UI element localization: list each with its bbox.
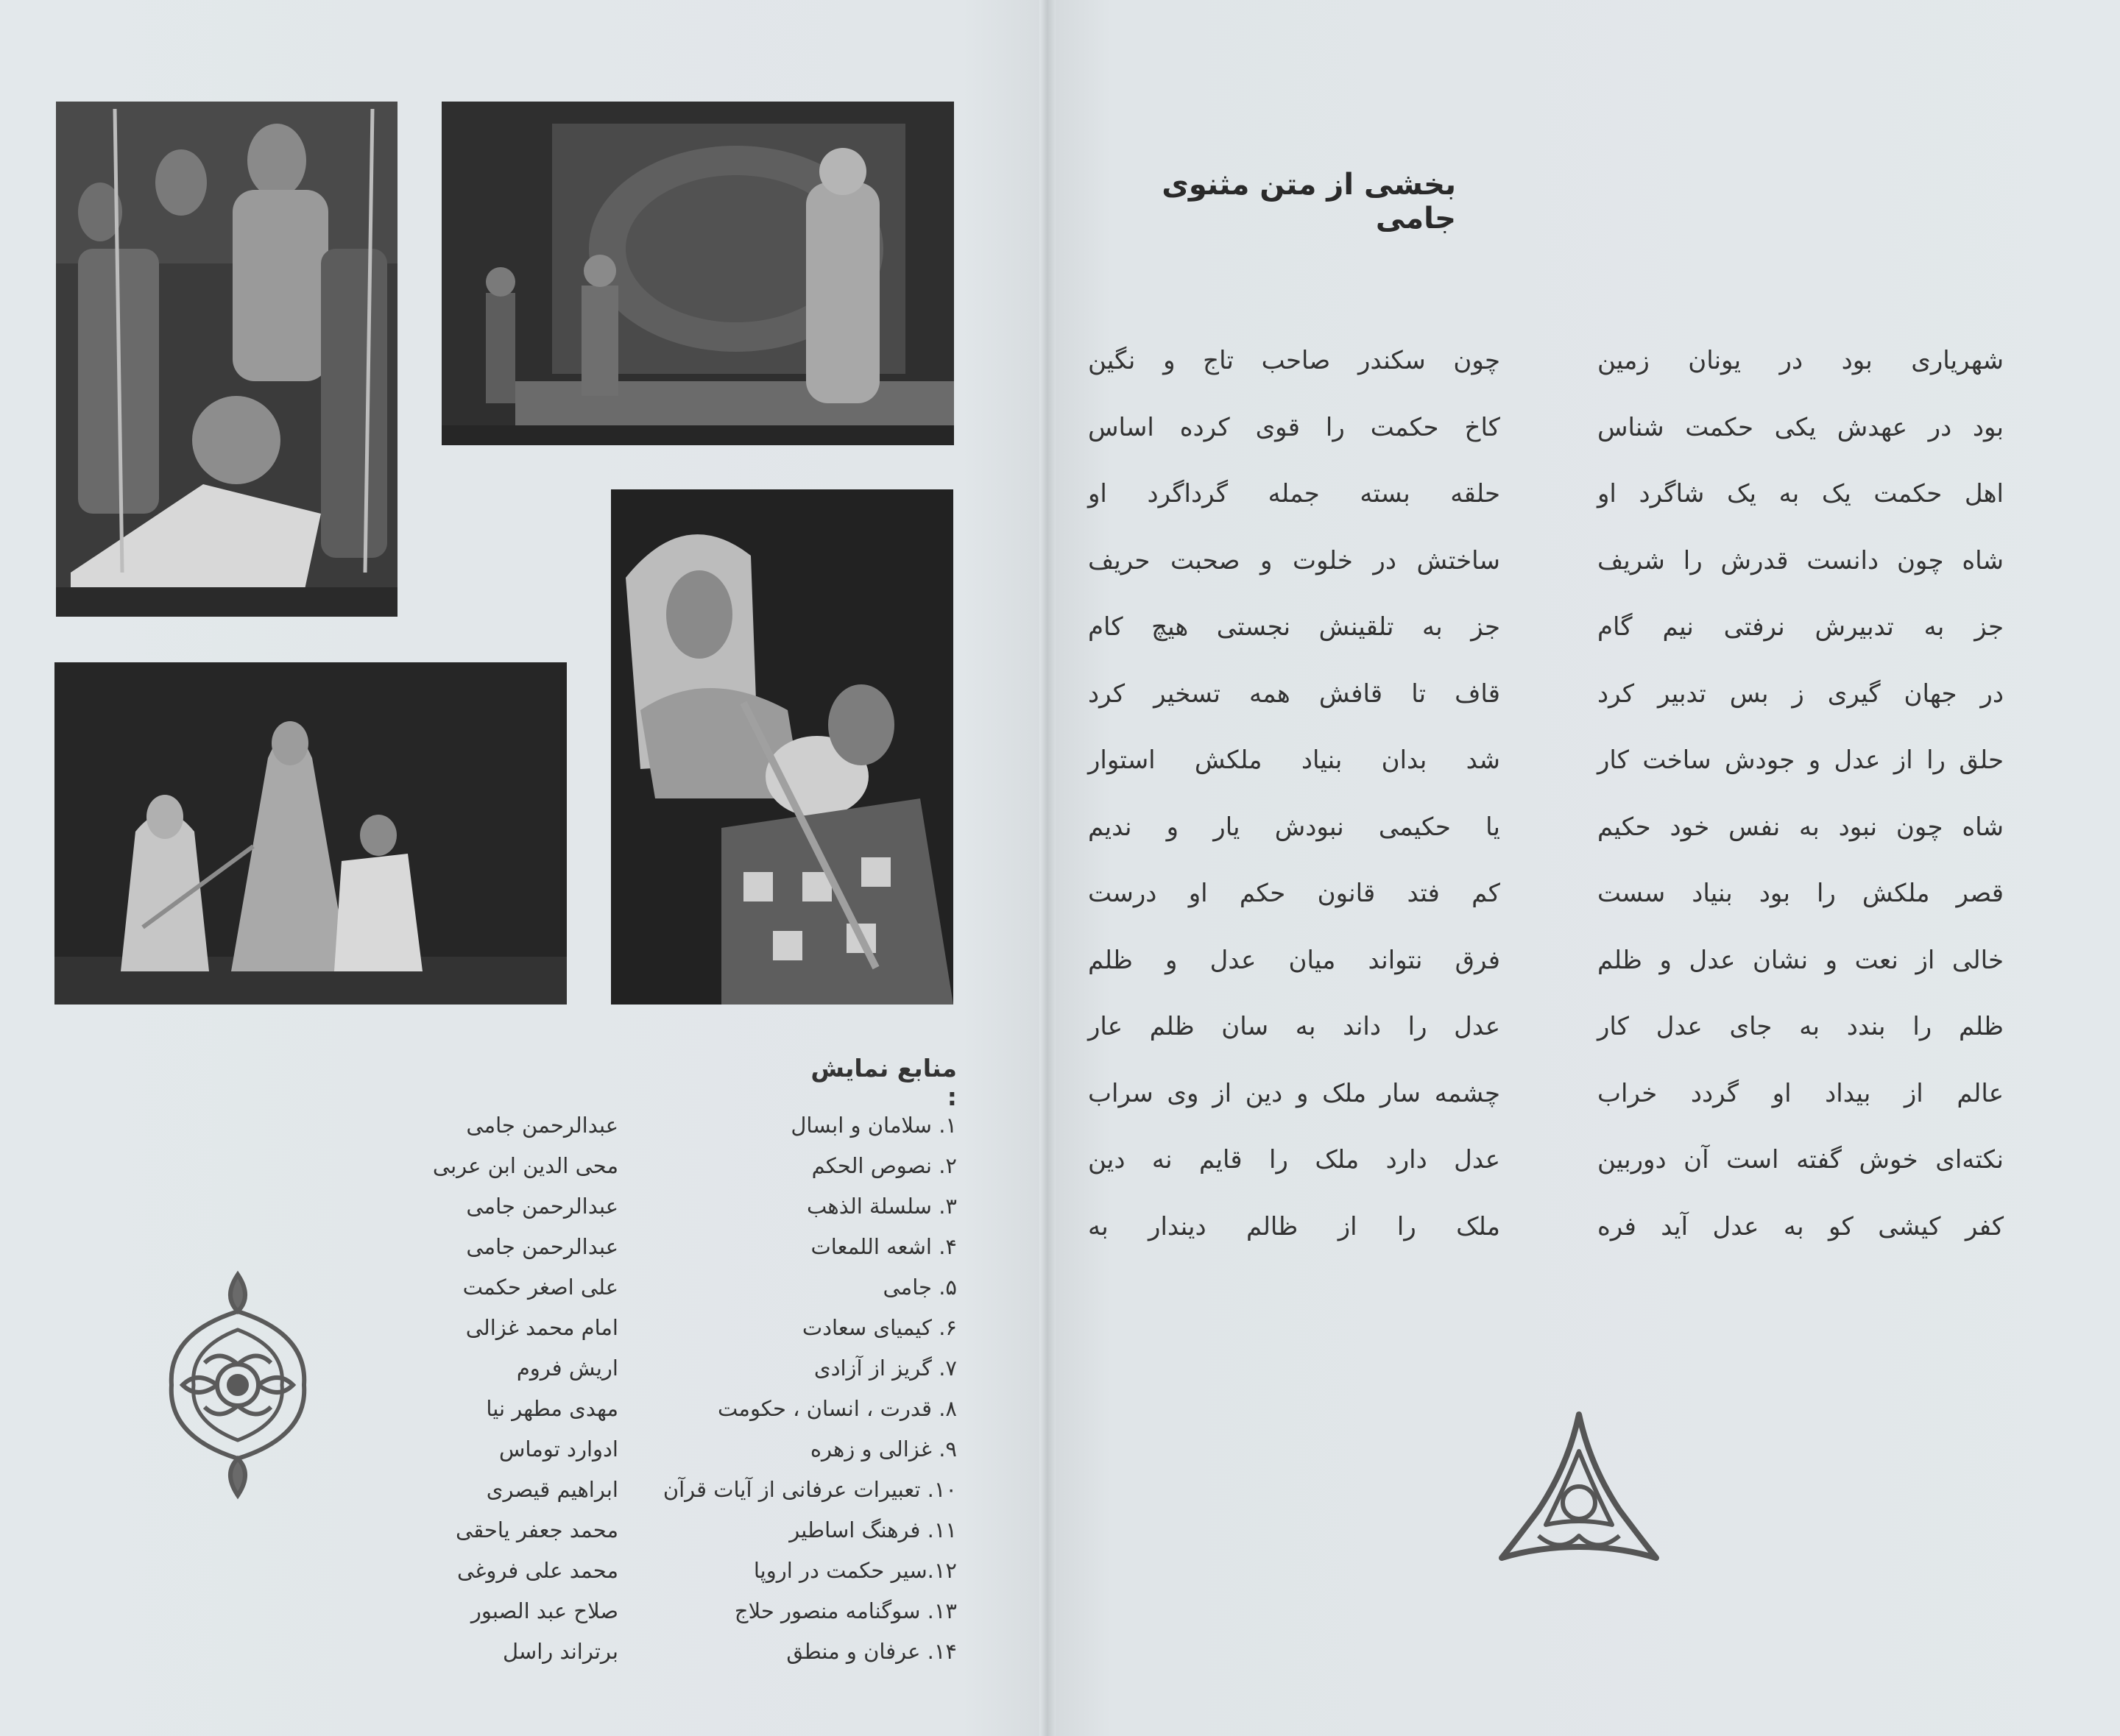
source-author: امام محمد غزالی [465, 1315, 618, 1340]
verse-second: کم فتد قانون حکم او درست [1088, 879, 1500, 908]
source-title: ۲. نصوص الحکم [811, 1153, 957, 1178]
source-author: محی الدین ابن عربی [432, 1153, 618, 1178]
verse-first: شهریاری بود در یونان زمین [1597, 346, 2004, 375]
stage-photo-set [442, 102, 954, 445]
stage-photo-closeup [611, 489, 953, 1005]
verse-second: حلقه بسته جمله گرداگرد او [1088, 479, 1500, 509]
source-title: ۵. جامی [883, 1275, 957, 1300]
sources-title: منابع نمایش : [810, 1054, 957, 1111]
verse-first: شاه چون نبود به نفس خود حکیم [1597, 812, 2004, 842]
authors-list [398, 1105, 618, 1672]
source-title: ۱۳. سوگنامه منصور حلاج [734, 1598, 957, 1623]
stage-photo-three [54, 662, 567, 1005]
source-title: ۹. غزالی و زهره [810, 1436, 957, 1462]
verse-first: حلق را از عدل و جودش ساخت کار [1597, 745, 2004, 775]
stage-photo-crowd [56, 102, 398, 617]
source-author: ادوارد توماس [499, 1436, 618, 1462]
source-title: ۴. اشعه اللمعات [810, 1234, 957, 1259]
sources-list [589, 1105, 957, 1672]
source-author: مهدی مطهر نیا [486, 1396, 618, 1421]
poem-first-hemistichs [1597, 335, 2004, 1267]
source-title: ۷. گریز از آزادی [813, 1356, 957, 1381]
verse-second: جز به تلقینش نجستی هیچ کام [1088, 612, 1500, 642]
verse-second: فرق نتواند میان عدل و ظلم [1088, 945, 1500, 975]
poem-title: بخشی از متن مثنوی جامی [1162, 168, 1456, 235]
verse-first: ظلم را بندد به جای عدل کار [1597, 1012, 2004, 1041]
verse-second: عدل را داند به سان ظلم عار [1088, 1012, 1500, 1041]
source-author: محمد جعفر یاحقی [456, 1517, 618, 1542]
source-author: ابراهیم قیصری [486, 1477, 618, 1502]
source-title: ۳. سلسلة الذهب [806, 1194, 957, 1219]
verse-second: کاخ حکمت را قوی کرده اساس [1088, 412, 1500, 442]
source-title: ۸. قدرت ، انسان ، حکومت [717, 1396, 957, 1421]
source-author: اریش فروم [516, 1356, 618, 1381]
verse-first: نکته‌ای خوش گفته است آن دوربین [1597, 1145, 2004, 1175]
verse-second: شد بدان بنیاد ملکش استوار [1088, 745, 1500, 775]
verse-first: خالی از نعت و نشان عدل و ظلم [1597, 945, 2004, 975]
book-spine [1039, 0, 1056, 1736]
source-author: محمد علی فروغی [457, 1558, 618, 1583]
source-title: ۱۴. عرفان و منطق [786, 1639, 957, 1664]
source-author: علی اصغر حکمت [462, 1275, 618, 1300]
source-author: برتراند راسل [502, 1639, 618, 1664]
source-title: ۱۲.سیر حکمت در اروپا [753, 1558, 957, 1583]
verse-second: ساختش در خلوت و صحبت حریف [1088, 545, 1500, 575]
source-author: عبدالرحمن جامی [466, 1194, 618, 1219]
source-title: ۶. کیمیای سعادت [802, 1315, 957, 1340]
source-title: ۱۱. فرهنگ اساطیر [789, 1517, 957, 1542]
verse-first: کفر کیشی کو به عدل آید فره [1597, 1211, 2004, 1241]
verse-first: قصر ملکش را بود بنیاد سست [1597, 879, 2004, 908]
knot-ornament-icon [1494, 1407, 1664, 1569]
source-title: ۱۰. تعبیرات عرفانی از آیات قرآن [662, 1477, 957, 1502]
verse-first: جز به تدبیرش نرفتی نیم گام [1597, 612, 2004, 642]
verse-first: بود در عهدش یکی حکمت شناس [1597, 412, 2004, 442]
verse-first: در جهان گیری ز بس تدبیر کرد [1597, 679, 2004, 709]
verse-second: چشمه سار ملک و دین از وی سراب [1088, 1078, 1500, 1108]
verse-second: چون سکندر صاحب تاج و نگین [1088, 346, 1500, 375]
source-title: ۱. سلامان و ابسال [791, 1113, 957, 1138]
verse-first: شاه چون دانست قدرش را شریف [1597, 545, 2004, 575]
verse-second: عدل دارد ملک را قایم نه دین [1088, 1145, 1500, 1175]
poem-second-hemistichs [1088, 335, 1500, 1267]
verse-first: عالم از بیداد او گردد خراب [1597, 1078, 2004, 1108]
source-author: صلاح عبد الصبور [470, 1598, 618, 1623]
source-author: عبدالرحمن جامی [466, 1113, 618, 1138]
verse-first: اهل حکمت یک به یک شاگرد او [1597, 479, 2004, 509]
arabesque-ornament-icon [160, 1267, 315, 1503]
verse-second: یا حکیمی نبودش یار و ندیم [1088, 812, 1500, 842]
verse-second: ملک را از ظالم دیندار به [1088, 1211, 1500, 1241]
source-author: عبدالرحمن جامی [466, 1234, 618, 1259]
verse-second: قاف تا قافش همه تسخیر کرد [1088, 679, 1500, 709]
